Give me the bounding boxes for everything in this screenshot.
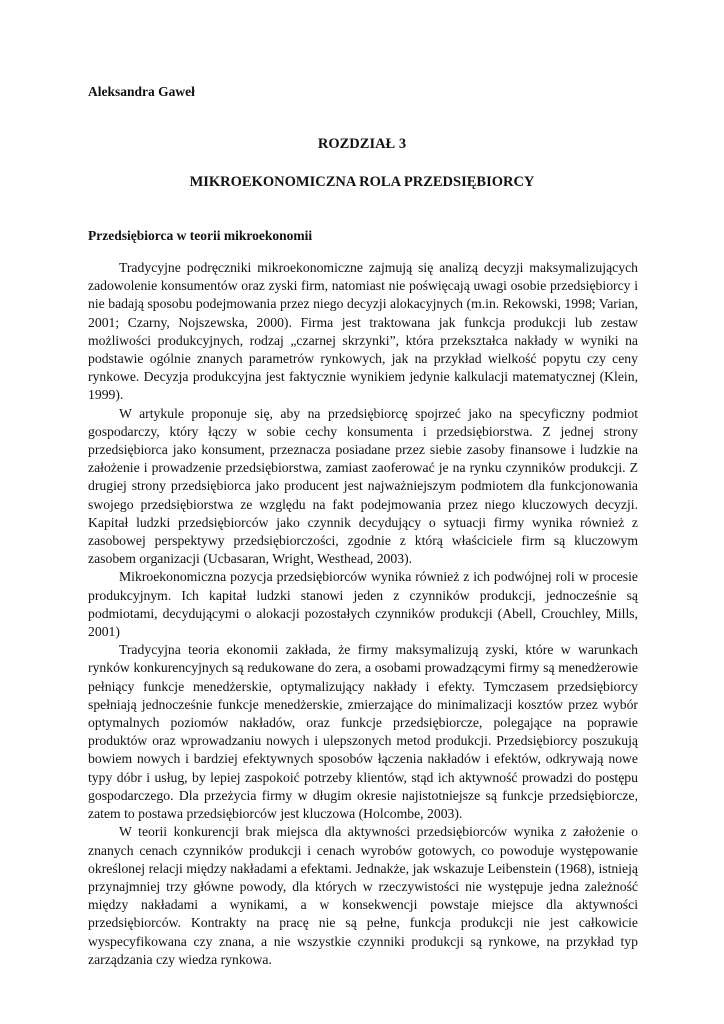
section-heading: Przedsiębiorca w teorii mikroekonomii (88, 228, 313, 243)
paragraph: W artykule proponuje się, aby na przedsiębiorcę spojrzeć jako na specyficzny podmiot gospodarczy, który łączy w sobie cechy konsumenta i przedsiębiorstwa. Z jednej strony przedsiębiorca jako konsument, przeznacza posiadane przez siebie zasoby finansowe i ludzkie na założenie i prowadzenie przedsiębiorstwa, zamiast zaoferować je na rynku czynników produkcji. Z drugiej strony przedsiębiorca jako producent jest najważniejszym podmiotem dla funkcjonowania swojego przedsiębiorstwa ze względu na fakt podejmowania przez niego kluczowych decyzji. Kapitał ludzki przedsiębiorców jako czynnik decydujący o sytuacji firmy wynika również z zasobowej perspektywy przedsiębiorczości, zgodnie z którą właściciele firm są kluczowym zasobem organizacji (Ucbasaran, Wright, Westhead, 2003). (88, 405, 638, 567)
paragraph: Tradycyjna teoria ekonomii zakłada, że firmy maksymalizują zyski, które w warunkach rynków konkurencyjnych są redukowane do zera, a osobami prowadzącymi firmy są menedżerowie pełniący funkcje menedżerskie, optymalizujący nakłady i efekty. Tymczasem przedsiębiorcy spełniają jednocześnie funkcje menedżerskie, zmierzające do minimalizacji kosztów przez wybór optymalnych poziomów nakładów, oraz funkcje przedsiębiorcze, polegające na poprawie produktów oraz wprowadzaniu nowych i ulepszonych metod produkcji. Przedsiębiorcy poszukują bowiem nowych i bardziej efektywnych sposobów łączenia nakładów i efektów, odkrywają nowe typy dóbr i usług, by lepiej zaspokoić potrzeby klientów, stąd ich aktywność prowadzi do postępu gospodarczego. Dla przeżycia firmy w długim okresie najistotniejsze są funkcje przedsiębiorcze, zatem to postawa przedsiębiorców jest kluczowa (Holcombe, 2003). (88, 642, 638, 822)
chapter-title: MIKROEKONOMICZNA ROLA PRZEDSIĘBIORCY (189, 174, 535, 190)
paragraph: W teorii konkurencji brak miejsca dla aktywności przedsiębiorców wynika z założenie o znanych cenach czynników produkcji i cenach wyrobów gotowych, co powoduje występowanie określonej relacji między nakładami a efektami. Jednakże, jak wskazuje Leibenstein (1968), istnieją przynajmniej trzy główne powody, dla których w rzeczywistości nie występuje jedna zależność między nakładami a wynikami, a w konsekwencji powstaje miejsce dla aktywności przedsiębiorców. Kontrakty na pracę nie są pełne, funkcja produkcji nie jest całkowicie wyspecyfikowana czy znana, a nie wszystkie czynniki produkcji są rynkowe, na przykład typ zarządzania czy wiedza rynkowa. (88, 824, 638, 967)
paragraph: Tradycyjne podręczniki mikroekonomiczne zajmują się analizą decyzji maksymalizujących zadowolenie konsumentów oraz zyski firm, natomiast nie poświęcają uwagi osobie przedsiębiorcy i nie badają sposobu podejmowania przez niego decyzji alokacyjnych (m.in. Rekowski, 1998; Varian, 2001; Czarny, Nojszewska, 2000). Firma jest traktowana jak funkcja produkcji lub zestaw możliwości produkcyjnych, rodzaj „czarnej skrzynki”, która przekształca nakłady w wyniki na podstawie ogólnie znanych parametrów rynkowych, jak na przykład wielkość popytu czy ceny rynkowe. Decyzja produkcyjna jest faktycznie wynikiem jedynie kalkulacji matematycznej (Klein, 1999). (88, 260, 638, 403)
author-name: Aleksandra Gaweł (88, 84, 195, 99)
chapter-number: ROZDZIAŁ 3 (317, 136, 407, 152)
body-text (88, 259, 638, 969)
paragraph: Mikroekonomiczna pozycja przedsiębiorców wynika również z ich podwójnej roli w procesie produkcyjnym. Ich kapitał ludzki stanowi jeden z czynników produkcji, jednocześnie są podmiotami, decydującymi o alokacji pozostałych czynników produkcji (Abell, Crouchley, Mills, 2001) (88, 569, 638, 640)
